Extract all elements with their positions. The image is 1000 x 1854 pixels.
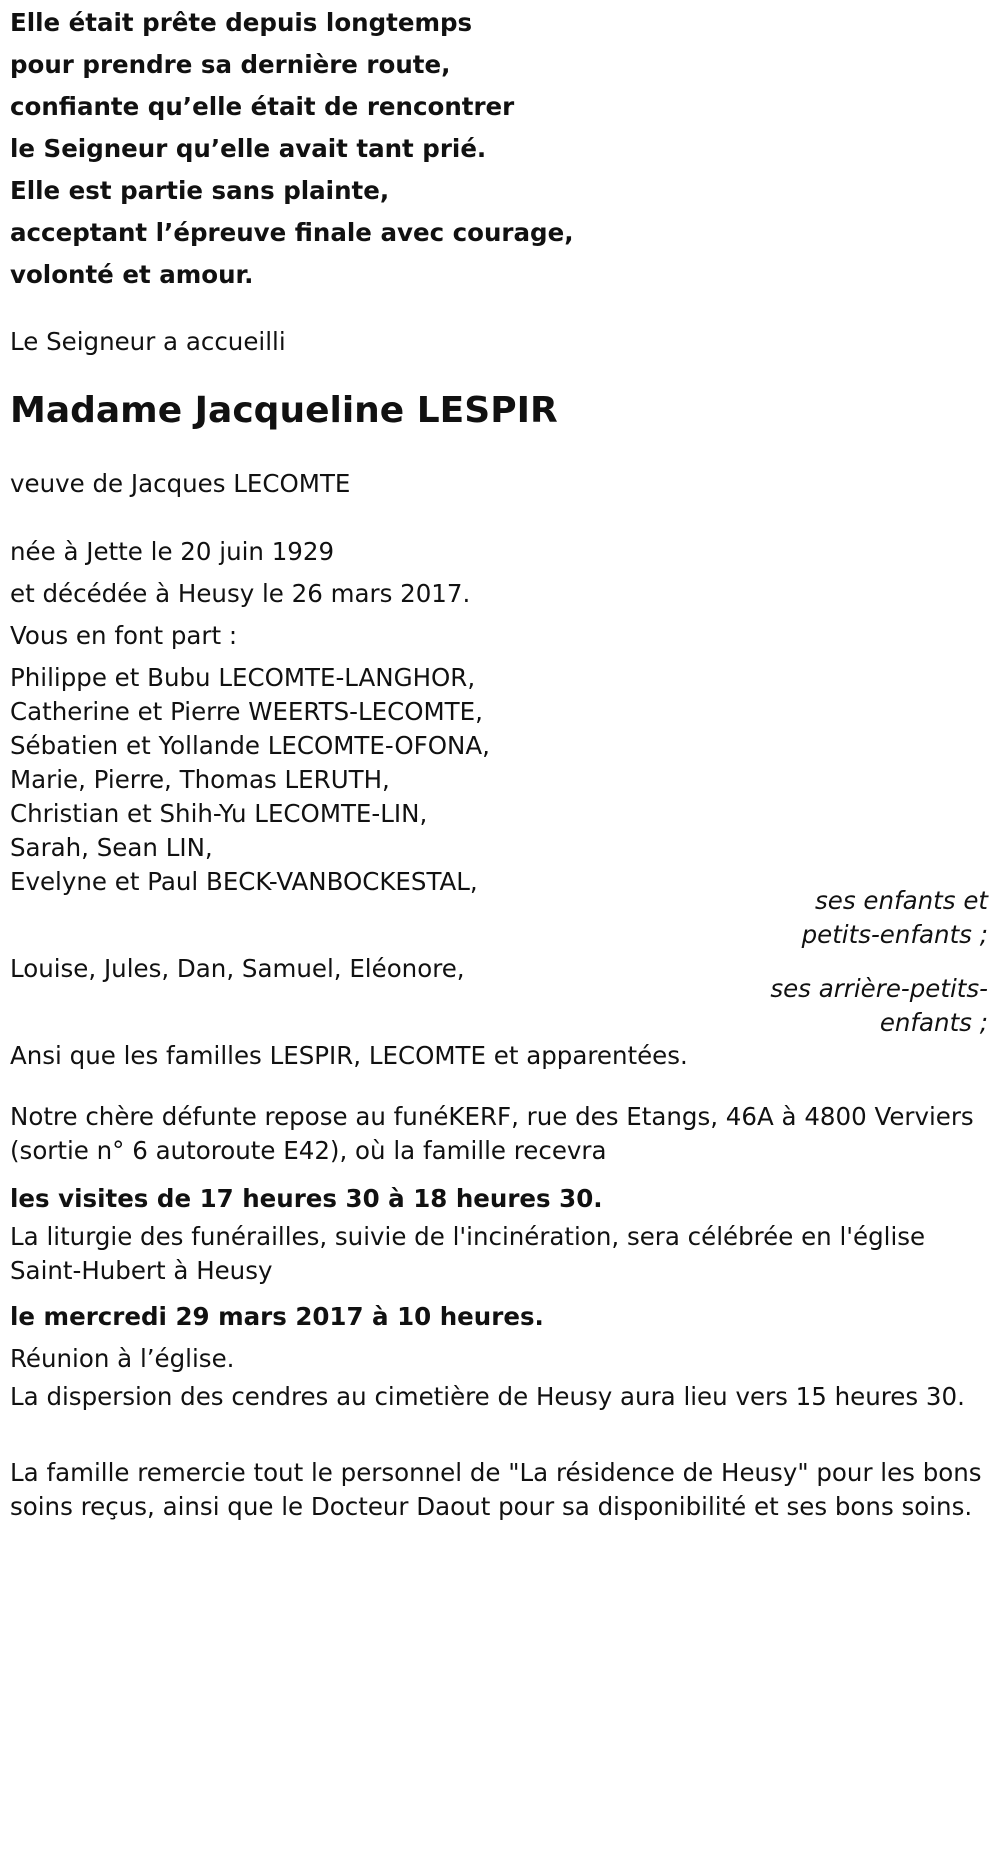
poem-line-5: Elle est partie sans plainte, <box>10 176 390 205</box>
ceremony-date-text: le mercredi 29 mars 2017 à 10 heures. <box>10 1302 544 1331</box>
children-role-line-1: ses enfants et <box>815 886 988 915</box>
announce-text: Vous en font part : <box>10 621 238 650</box>
family-line: Sarah, Sean LIN, <box>10 833 213 862</box>
poem-line-3: confiante qu’elle était de rencontrer <box>10 92 515 121</box>
family-line: Catherine et Pierre WEERTS-LECOMTE, <box>10 697 483 726</box>
family-line: Sébatien et Yollande LECOMTE-OFONA, <box>10 731 490 760</box>
visits-text: les visites de 17 heures 30 à 18 heures 30. <box>10 1184 603 1213</box>
poem-line-1: Elle était prête depuis longtemps <box>10 8 473 37</box>
meeting-text: Réunion à l’église. <box>10 1344 235 1373</box>
ashes-text: La dispersion des cendres au cimetière de Heusy aura lieu vers 15 heures 30. <box>10 1382 965 1411</box>
intro-text: Le Seigneur a accueilli <box>10 327 286 356</box>
great-grandchildren-role-line-2: enfants ; <box>879 1008 988 1037</box>
death-text: et décédée à Heusy le 26 mars 2017. <box>10 579 471 608</box>
family-line: Christian et Shih-Yu LECOMTE-LIN, <box>10 799 428 828</box>
children-role-line-2: petits-enfants ; <box>801 920 988 949</box>
poem-line-6: acceptant l’épreuve finale avec courage, <box>10 218 574 247</box>
family-line: Evelyne et Paul BECK-VANBOCKESTAL, <box>10 867 478 896</box>
family-line: Philippe et Bubu LECOMTE-LANGHOR, <box>10 663 476 692</box>
poem-line-2: pour prendre sa dernière route, <box>10 50 451 79</box>
deceased-name: Madame Jacqueline LESPIR <box>10 390 558 431</box>
liturgy-text: La liturgie des funérailles, suivie de l'incinération, sera célébrée en l'église Saint-Hubert à Heusy <box>10 1222 926 1285</box>
great-grandchildren-text: Louise, Jules, Dan, Samuel, Eléonore, <box>10 954 465 983</box>
birth-text: née à Jette le 20 juin 1929 <box>10 537 335 566</box>
poem-line-4: le Seigneur qu’elle avait tant prié. <box>10 134 487 163</box>
family-line: Marie, Pierre, Thomas LERUTH, <box>10 765 390 794</box>
rest-place-text: Notre chère défunte repose au funéKERF, rue des Etangs, 46A à 4800 Verviers (sortie n° 6 autoroute E42), où la famille recevra <box>10 1102 974 1165</box>
widow-text: veuve de Jacques LECOMTE <box>10 469 351 498</box>
thanks-text: La famille remercie tout le personnel de "La résidence de Heusy" pour les bons soins reçus, ainsi que le Docteur Daout pour sa disponibilité et ses bons soins. <box>10 1458 982 1521</box>
families-text: Ansi que les familles LESPIR, LECOMTE et apparentées. <box>10 1041 688 1070</box>
great-grandchildren-role-line-1: ses arrière-petits- <box>770 974 988 1003</box>
poem-line-7: volonté et amour. <box>10 260 254 289</box>
